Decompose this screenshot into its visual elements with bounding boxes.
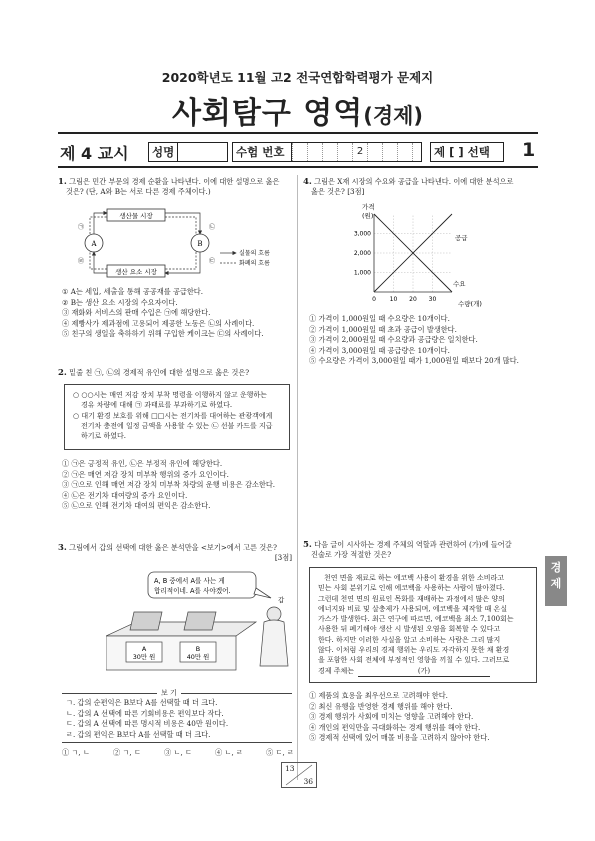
- subject-main: 사회탐구 영역: [171, 96, 364, 131]
- q5-box-line-10-text: 경제 주체는: [318, 666, 355, 675]
- q4-option-4[interactable]: ④ 가격이 3,000원일 때 공급량은 10개이다.: [309, 345, 450, 355]
- page-number: 1: [522, 139, 536, 161]
- q1-option-1[interactable]: ① A는 세입, 세출을 통해 공공재를 공급한다.: [62, 287, 204, 296]
- q5-passage-box: [309, 567, 537, 683]
- q5-option-3[interactable]: ③ 경제 행위가 사회에 미치는 영향을 고려해야 한다.: [309, 712, 474, 722]
- question-3: [58, 543, 292, 563]
- page-counter: [281, 762, 317, 788]
- q1-option-2[interactable]: ② B는 생산 요소 시장의 수요자이다.: [62, 297, 178, 307]
- q3-bogi-rule-bottom: [62, 742, 292, 743]
- q1-marker-1: ㉠: [78, 224, 85, 231]
- q1-option-3[interactable]: ③ 재화와 서비스의 판매 수입은 ㉠에 해당한다.: [62, 308, 211, 318]
- q2-box-line-4: 전기차 충전에 일정 금액을 사용할 수 있는 ㉡ 선불 카드를 지급: [81, 421, 273, 430]
- q1-label-b: B: [197, 240, 203, 248]
- page-counter-total: 36: [303, 777, 313, 786]
- q5-box-line-4: 에너지와 비료 및 살충제가 사용되며, 에코백을 제작할 때 온실: [318, 604, 508, 613]
- q3-person-head: [267, 607, 281, 621]
- q2-option-5[interactable]: ⑤ ㉡으로 인해 전기차 대여의 편익은 감소한다.: [62, 501, 211, 511]
- q4-number: 4.: [303, 177, 312, 187]
- chart-xlabel: 수량(개): [458, 300, 482, 308]
- q3-table-front: [106, 636, 236, 670]
- subject-sub: (경제): [363, 104, 424, 128]
- q2-number: 2.: [58, 368, 67, 378]
- q1-options: [62, 287, 264, 340]
- q3-answers: [62, 748, 294, 759]
- q3-answer-3[interactable]: ③ ㄴ, ㄷ: [164, 748, 192, 757]
- q5-box-line-6: 사용한 뒤 폐기해야 생산 시 발생된 오염을 회복할 수 있다고: [318, 625, 501, 634]
- exam-number-label: 수험 번호: [236, 145, 285, 159]
- question-5: [303, 540, 539, 560]
- q4-supply-demand-chart: [340, 200, 490, 310]
- q4-option-2[interactable]: ② 가격이 1,000원일 때 초과 공급이 발생한다.: [309, 324, 457, 334]
- chart-ylabel-2: (원): [362, 212, 374, 220]
- q3-answer-1[interactable]: ① ㄱ, ㄴ: [62, 748, 90, 757]
- q1-circular-flow-diagram: [72, 205, 297, 283]
- q3-speech-line-2: 합리적이네. A를 사야겠어.: [154, 587, 231, 595]
- q3-bogi-2: ㄴ. 갑의 A 선택에 따른 기회비용은 편익보다 작다.: [66, 708, 224, 718]
- q4-options: [309, 314, 519, 367]
- q3-answer-5[interactable]: ⑤ ㄷ, ㄹ: [266, 748, 294, 757]
- side-tab-line-1: 경: [550, 561, 562, 574]
- q1-option-4[interactable]: ④ 제빵사가 제과점에 고용되어 제공한 노동은 ㉡의 사례이다.: [62, 318, 255, 328]
- side-tab-line-2: 제: [550, 577, 562, 590]
- chart-xtick-30: 30: [428, 296, 437, 303]
- q3-person-label: 갑: [278, 596, 285, 604]
- q1-label-a: A: [91, 240, 97, 248]
- q3-item-b: [184, 612, 216, 630]
- q1-stem-1: 그림은 민간 부문의 경제 순환을 나타낸다. 이에 대한 설명으로 옳은: [69, 177, 280, 186]
- q5-stem-1: 다음 글이 시사하는 경제 주체의 역할과 관련하여 (가)에 들어갈: [314, 540, 512, 549]
- chart-supply-label: 공급: [455, 234, 468, 242]
- q3-bogi: [66, 698, 228, 740]
- q5-blank: (가): [358, 666, 490, 677]
- header-rule-top: [58, 132, 538, 134]
- chart-xtick-10: 10: [389, 296, 398, 303]
- chart-xtick-0: 0: [372, 296, 376, 303]
- q5-box-line-9: 을 포함한 사회 전체에 부정적인 영향을 끼칠 수 있다. 그러므로: [318, 656, 510, 665]
- q5-box-line-10: [318, 666, 528, 677]
- q1-marker-4: ㉣: [78, 258, 85, 265]
- q2-stem: 밑줄 친 ㉠, ㉡의 경제적 유인에 대한 설명으로 옳은 것은?: [69, 368, 250, 377]
- q3-bogi-4: ㄹ. 갑의 편익은 B보다 A를 선택할 때 더 크다.: [66, 729, 211, 739]
- q1-stem-2: 것은? (단, A와 B는 서로 다른 경제 주체이다.): [66, 187, 211, 196]
- column-divider: [297, 175, 298, 780]
- exam-title: 2020학년도 11월 고2 전국연합학력평가 문제지: [161, 70, 434, 85]
- q3-item-b-price: 40만 원: [186, 653, 210, 661]
- question-1: [58, 177, 292, 197]
- name-label: 성명: [152, 145, 175, 159]
- q5-option-4[interactable]: ④ 개인의 편익만을 극대화하는 경제 행위를 해야 한다.: [309, 722, 481, 732]
- q5-box-line-5: 가스가 발생한다. 최근 연구에 따르면, 에코백을 최소 7,100회는: [318, 615, 514, 624]
- choice-label: 제 [ ] 선택: [434, 145, 490, 159]
- period-label: 제 4 교시: [60, 144, 129, 163]
- q3-bogi-1: ㄱ. 갑의 순편익은 B보다 A를 선택할 때 더 크다.: [66, 698, 218, 707]
- q2-option-1[interactable]: ① ㉠은 긍정적 유인, ㉡은 부정적 유인에 해당한다.: [62, 459, 223, 468]
- subject-title: [0, 88, 595, 132]
- q5-box-line-1: 천연 면을 재료로 하는 에코백 사용이 환경을 위한 소비라고: [324, 574, 505, 582]
- q1-bottom-market: 생산 요소 시장: [115, 268, 157, 276]
- q3-item-a-price: 30만 원: [132, 653, 156, 661]
- q5-number: 5.: [303, 540, 312, 550]
- q3-speech-line-1: A, B 중에서 A를 사는 게: [154, 577, 225, 585]
- q1-legend-money: 화폐의 흐름: [239, 260, 270, 267]
- q3-item-a-name: A: [141, 645, 147, 653]
- exam-number-digit: 2: [352, 143, 367, 161]
- q1-legend-real: 실물의 흐름: [239, 250, 270, 257]
- header-rule-bottom: [58, 166, 538, 168]
- q5-box-line-7: 한다. 하지만 이러한 사실을 알고 소비하는 사람은 그리 많지: [318, 635, 501, 644]
- q1-top-market: 생산물 시장: [119, 212, 153, 220]
- q2-passage-box: [64, 384, 290, 450]
- q3-illustration: [106, 570, 296, 680]
- q3-number: 3.: [58, 543, 67, 553]
- q1-marker-2: ㉡: [209, 224, 216, 231]
- q2-option-3[interactable]: ③ ㉠으로 인해 매연 저감 장치 미부착 차량의 운행 비용은 감소한다.: [62, 480, 276, 490]
- chart-ytick-2000: 2,000: [353, 250, 371, 257]
- subject-side-tab: [545, 556, 567, 606]
- q3-points: [3점]: [274, 553, 292, 562]
- q2-option-4[interactable]: ④ ㉡은 전기차 대여량의 증가 요인이다.: [62, 490, 188, 500]
- page-counter-current: 13: [285, 764, 295, 773]
- q2-box-line-5: 하기로 하였다.: [81, 432, 127, 441]
- question-4: [303, 177, 539, 197]
- q2-options: [62, 459, 275, 512]
- q2-box-line-2: 경유 차량에 대해 ㉠ 과태료를 부과하기로 하였다.: [81, 401, 233, 410]
- q3-item-b-name: B: [195, 645, 201, 653]
- q5-option-5[interactable]: ⑤ 경제적 선택에 있어 매몰 비용을 고려하지 않아야 한다.: [309, 733, 490, 743]
- q5-option-1[interactable]: ① 제품의 효용을 최우선으로 고려해야 한다.: [309, 691, 448, 700]
- q5-box-line-8: 않다. 이처럼 우리의 경제 행위는 우리도 자각하지 못한 채 환경: [318, 646, 510, 655]
- q5-box-line-3: 그런데 천연 면의 원료인 목화를 재배하는 과정에서 많은 양의: [318, 594, 505, 603]
- q3-answer-2[interactable]: ② ㄱ, ㄷ: [113, 748, 141, 757]
- q5-stem-2: 진술로 가장 적절한 것은?: [311, 550, 392, 559]
- chart-ytick-1000: 1,000: [353, 269, 371, 277]
- q1-option-5[interactable]: ⑤ 친구의 생일을 축하하기 위해 구입한 케이크는 ㉢의 사례이다.: [62, 329, 264, 339]
- q5-option-2[interactable]: ② 최신 유행을 반영한 경제 행위를 해야 한다.: [309, 701, 453, 711]
- chart-ylabel-1: 가격: [362, 203, 375, 211]
- q3-person-body: [260, 620, 288, 666]
- q3-bogi-3: ㄷ. 갑의 A 선택에 따른 명시적 비용은 40만 원이다.: [66, 719, 229, 729]
- q4-stem-2: 옳은 것은? [3점]: [311, 187, 365, 196]
- chart-ytick-3000: 3,000: [353, 230, 371, 238]
- chart-demand-label: 수요: [453, 280, 466, 288]
- q3-table-top: [106, 622, 256, 636]
- q5-options: [309, 691, 490, 744]
- chart-xtick-20: 20: [409, 296, 417, 303]
- q4-option-3[interactable]: ③ 가격이 2,000원일 때 수요량과 공급량은 일치한다.: [309, 335, 478, 345]
- q3-stem: 그림에서 갑의 선택에 대한 옳은 분석만을 <보기>에서 고른 것은?: [69, 543, 277, 552]
- q3-item-a: [130, 612, 162, 630]
- q2-option-2[interactable]: ② ㉠은 매연 저감 장치 미부착 행위의 증가 요인이다.: [62, 469, 229, 479]
- q5-box-line-2: 믿는 사회 분위기로 인해 에코백을 사용하는 사람이 많아졌다.: [318, 584, 505, 593]
- q1-marker-3: ㉢: [209, 258, 216, 265]
- q1-number: 1.: [58, 177, 67, 187]
- q4-option-5[interactable]: ⑤ 수요량은 가격이 3,000원일 때가 1,000원일 때보다 20개 많다.: [309, 356, 519, 366]
- q3-bogi-title: 보 기: [157, 688, 181, 698]
- exam-number-field[interactable]: [232, 142, 422, 162]
- q3-answer-4[interactable]: ④ ㄴ, ㄹ: [215, 748, 243, 757]
- name-field[interactable]: [148, 142, 228, 162]
- q2-box-line-1: ○ ○○시는 매연 저감 장치 부착 명령을 이행하지 않고 운행하는: [73, 391, 267, 399]
- q4-stem-1: 그림은 X재 시장의 수요와 공급을 나타낸다. 이에 대한 분석으로: [314, 177, 514, 186]
- choice-field[interactable]: [430, 142, 504, 162]
- q4-option-1[interactable]: ① 가격이 1,000원일 때 수요량은 10개이다.: [309, 314, 450, 323]
- q2-box-line-3: ○ 대기 환경 보호를 위해 □□시는 전기차를 대여하는 관광객에게: [73, 411, 273, 420]
- question-2: [58, 368, 292, 378]
